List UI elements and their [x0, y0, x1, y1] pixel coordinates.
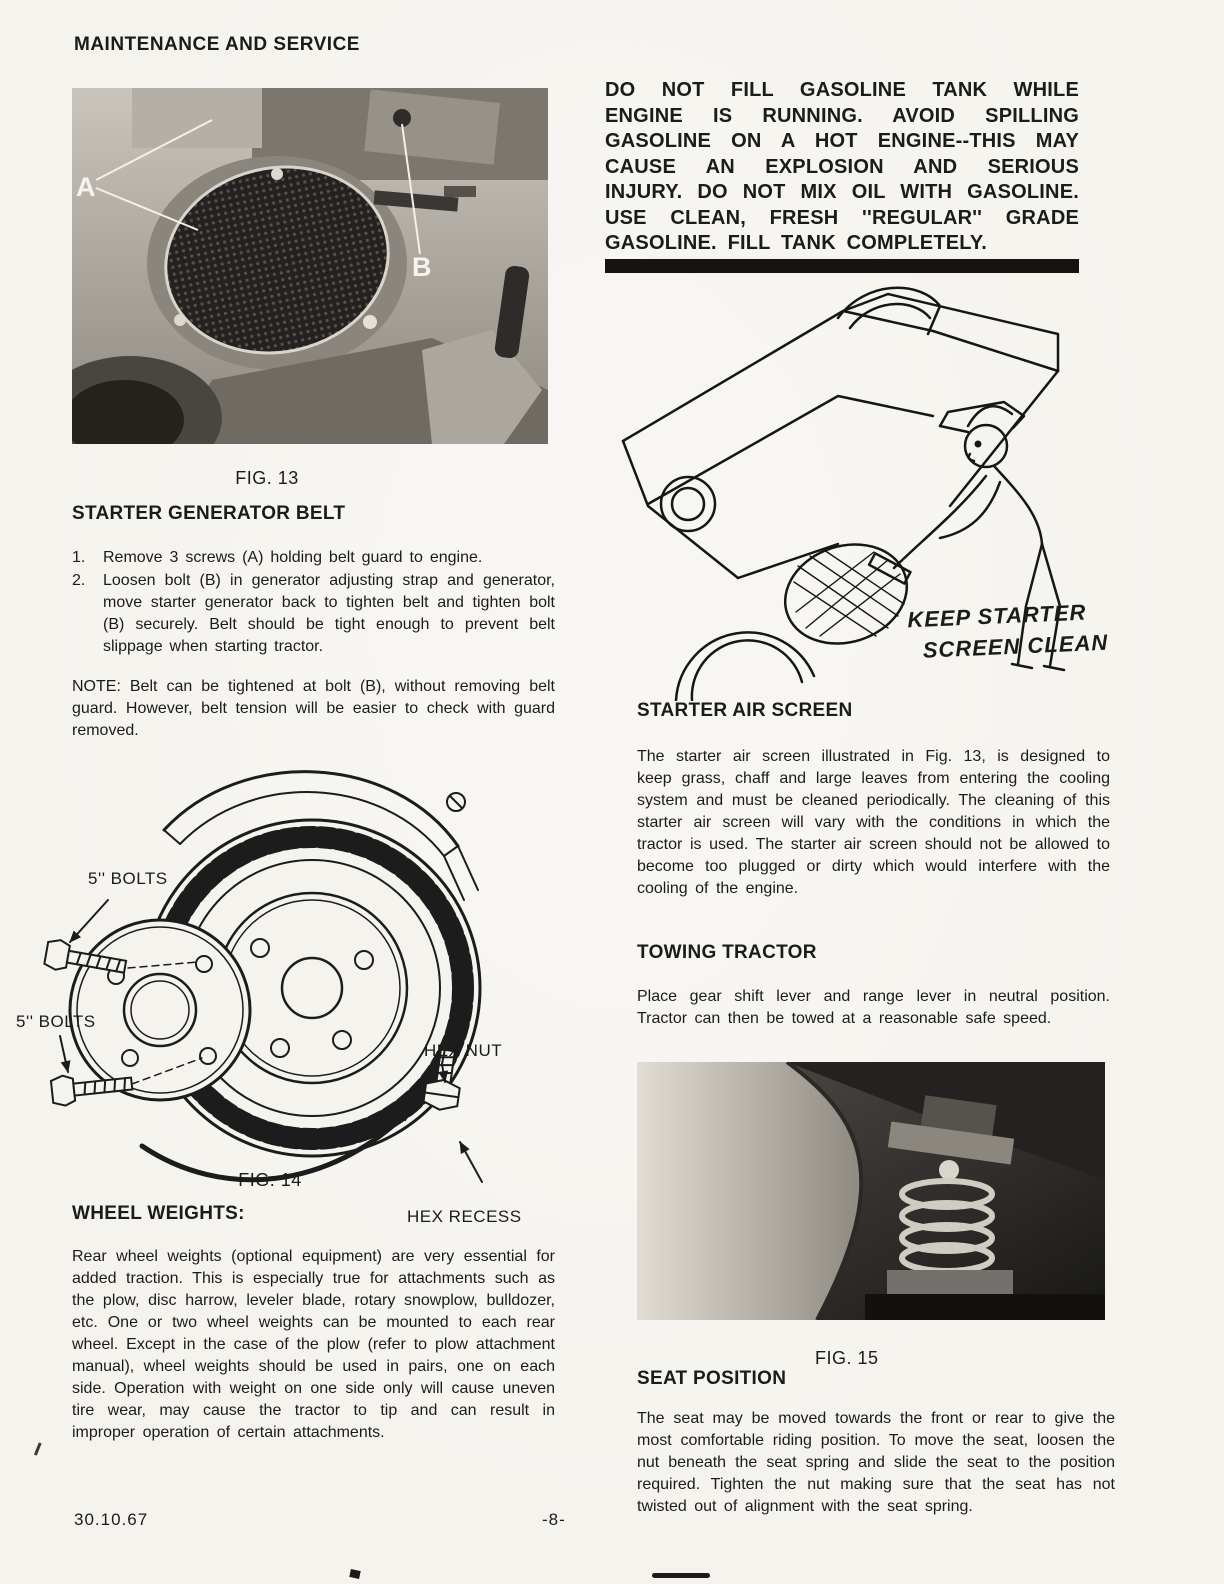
scan-artifact — [652, 1573, 710, 1578]
item-text: Remove 3 screws (A) holding belt guard to engine. — [103, 549, 483, 566]
list-item — [72, 547, 555, 569]
cartoon-caption-line1: KEEP STARTER — [906, 599, 1087, 633]
scan-artifact — [349, 1569, 360, 1579]
footer-date: 30.10.67 — [74, 1510, 149, 1529]
instruction-list — [72, 547, 555, 659]
fig14-caption: FIG. 14 — [238, 1170, 302, 1190]
towing-paragraph: Place gear shift lever and range lever in neutral position. Tractor can then be towed at a reasonable safe speed. — [637, 988, 1110, 1027]
divider-bar — [605, 259, 1079, 273]
fig14-wheel-illustration — [12, 738, 557, 1196]
seat-position-heading: SEAT POSITION — [637, 1368, 787, 1389]
towing-heading: TOWING TRACTOR — [637, 942, 817, 963]
item-number: 1. — [72, 549, 86, 566]
fig13-label-a: A — [76, 172, 96, 202]
item-text: Loosen bolt (B) in generator adjusting strap and generator, move starter generator back to tighten belt and tighten bolt (B) securely. Belt should be tight enough to prevent belt slippage when starting tractor. — [103, 572, 555, 655]
list-item — [72, 570, 555, 658]
fig15-photo — [637, 1062, 1105, 1320]
starter-belt-heading: STARTER GENERATOR BELT — [72, 503, 346, 524]
footer-page-number: -8- — [542, 1510, 566, 1529]
fig13-engine-illustration — [72, 88, 548, 444]
air-screen-heading: STARTER AIR SCREEN — [637, 700, 853, 721]
fig15-caption: FIG. 15 — [815, 1348, 879, 1368]
fig14-diagram — [12, 738, 557, 1196]
wheel-weights-paragraph: Rear wheel weights (optional equipment) are very essential for added traction. This is especially true for attachments such as the plow, disc harrow, leveler blade, rotary snowplow, bulldozer, etc. One or two wheel weights can be mounted to each rear wheel. Except in the case of the plow (refer to plow attachment manual), wheel weights should be used in pairs, one on each side. Operation with weight on one side only will cause uneven tire wear, may cause the tractor to tip and can result in improper operation of certain attachments. — [72, 1248, 555, 1441]
note-paragraph: NOTE: Belt can be tightened at bolt (B), without removing belt guard. However, belt tension will be easier to check with guard removed. — [72, 678, 555, 739]
fig14-label-hex-nut: HEX NUT — [424, 1041, 503, 1060]
fig13-label-b: B — [412, 252, 432, 282]
fig14-label-hex-recess: HEX RECESS — [407, 1207, 522, 1226]
fig14-label-bolts-left: 5'' BOLTS — [16, 1012, 96, 1031]
fig15-seat-illustration — [637, 1062, 1105, 1320]
fig13-photo — [72, 88, 548, 444]
fig13-caption: FIG. 13 — [235, 468, 299, 488]
gasoline-warning: DO NOT FILL GASOLINE TANK WHILE ENGINE IS RUNNING. AVOID SPILLING GASOLINE ON A HOT ENGINE--THIS MAY CAUSE AN EXPLOSION AND SERIOUS INJURY. DO NOT MIX OIL WITH GASOLINE. USE CLEAN, FRESH ''REGULAR'' GRADE GASOLINE. FILL TANK COMPLETELY. — [605, 79, 1079, 254]
scan-artifact — [34, 1442, 49, 1458]
item-number: 2. — [72, 572, 86, 589]
cartoon-caption — [907, 596, 1109, 667]
seat-position-paragraph: The seat may be moved towards the front or rear to give the most comfortable riding position. To move the seat, loosen the nut beneath the seat spring and slide the seat to the position required. Tighten the nut making sure that the seat has not twisted out of alignment with the seat spring. — [637, 1410, 1115, 1515]
fig14-label-bolts-top: 5'' BOLTS — [88, 869, 168, 888]
cartoon-caption-line2: SCREEN CLEAN — [922, 629, 1109, 663]
air-screen-paragraph: The starter air screen illustrated in Fig. 13, is designed to keep grass, chaff and large leaves from entering the cooling system and must be cleaned periodically. The cleaning of this starter air screen will vary with the conditions in which the tractor is used. The starter air screen should not be allowed to become too plugged or dirty which would interfere with the cooling of the engine. — [637, 748, 1110, 897]
wheel-weights-heading: WHEEL WEIGHTS: — [72, 1203, 245, 1224]
page-header: MAINTENANCE AND SERVICE — [74, 34, 360, 55]
